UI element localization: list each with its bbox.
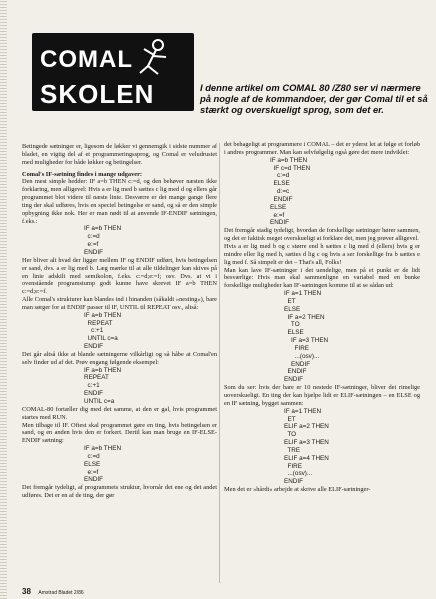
- paragraph: Det går altså ikke at blande sætningerne vilkårligt og så håbe at Comal'en selv finder ud af det. Prøv engang følgende eksempel:: [22, 350, 217, 366]
- page-footer: [22, 581, 84, 599]
- paragraph: Som du ser: hvis der bare er 10 nestede IF-sætninger, bliver det rimelige uoverskueligt. En ting der kan hjælpe lidt er ELIF-sætningen – en ELSE og en IF sætning, bygget sammen:: [224, 384, 420, 407]
- paragraph: det behageligt at programmere i COMAL – det er yderst let at følge et forløb i andres programmer. Man kan selvfølgelig også gøre det mere indviklet:: [224, 141, 420, 156]
- code-block: IF a=b THEN REPEAT c:+1 UNTIL c=a ENDIF: [84, 311, 122, 351]
- paragraph: Her bliver alt hvad der ligger mellem IF og ENDIF udført, hvis betingelsen er sand, dvs. a er lig med b. Læg mærke til at alle tildelinger kan skives på en linie adskilt med semikolon, f.eks. c:=d;e:=f; osv. Dvs. at vi i ovenstående programstump godt kunne have skrevet IF a=b THEN c:=d;e:=f.: [22, 256, 217, 296]
- paragraph: COMAL-80 fortæller dig med det samme, at den er gal, hvis programmet startes med RUN.: [22, 405, 217, 421]
- binding-hatch: [0, 0, 7, 599]
- paragraph: Betingede sætninger er, ligesom de løkker vi gennemgik i sidste nummer af bladet, en vigtig del af et programmeringssprog, og Comal er veludrustet med muligheder for både løkker og betingelser.: [22, 143, 217, 166]
- logo-line1: COMAL: [40, 46, 133, 73]
- paragraph: Men tilbage til IF. Oftest skal programmet gøre en ting, hvis betingelsen er sand, og en anden hvis den er forkert. Dertil kan man bruge en IF-ELSE-ENDIF sætning:: [22, 421, 217, 445]
- column-divider: [219, 143, 220, 583]
- paragraph: Man kan lave IF-sætninger i det uendelige, men på et punkt er de lidt besværlige: Hvis man skal sammenligne en variabel med en bunke forskellige muligheder kan IF-sætningen komme til at se sådan ud:: [224, 266, 420, 290]
- stick-figure-icon: [140, 40, 166, 74]
- magazine-name: Amstrad Bladet 2/86: [38, 590, 84, 596]
- paragraph: Alle Comal's strukturer kan blandes ind i hinanden (såkaldt »nesting«), bare man sørger for at ENDIF passer til IF, UNTIL til REPEAT osv., altså:: [22, 296, 217, 311]
- left-column: [22, 143, 217, 500]
- paragraph: Men det er »hårdt« arbejde at skrive alle ELIF-sætninger-: [224, 486, 371, 494]
- page-number: 38: [22, 587, 31, 596]
- paragraph: Det fremgår stadig tydeligt, hvordan de forskellige sætninger hører sammen, og det er faktisk meget overskueligt at forklare det, men jeg prøver alligevel.: [224, 227, 420, 243]
- logo-art: [32, 33, 194, 111]
- logo-line2: SKOLEN: [40, 79, 155, 109]
- right-column: [224, 141, 420, 494]
- paragraph: Hvis a er lig med b og c større end h sættes c lig med d (ellers) hvis g er mindre eller lig med h, sættes d lig c og hvis a ser forskellige fra b sættes e lig med f. Så simpelt er det – That's all, Folks!: [224, 242, 420, 266]
- code-block: IF a=b THEN c:=d ELSE e:=f ENDIF: [84, 445, 122, 484]
- code-block: IF a=b THEN c:=d e:=f ENDIF: [84, 225, 122, 256]
- code-block: IF a=b THEN REPEAT c:+1 ENDIF UNTIL c=a: [84, 366, 122, 405]
- code-block: IF a=1 THEN ET ELSE IF a=2 THEN TO ELSE IF a=3 THEN FIRE ...(osv)... ENDIF ENDIF ENDIF: [284, 290, 329, 384]
- paragraph: Det fremgår tydeligt, af programmets struktur, hvornår det ene og det andet udføres. Det er en af de ting, der gør: [22, 484, 217, 500]
- code-block: IF a=1 THEN ET ELIF a=2 THEN TO ELIF a=3 THEN TRE ELIF a=4 THEN FIRE ...(osv)... ENDIF: [284, 407, 329, 486]
- paragraph: Den mest simple hedder: IF a=b THEN c:=d, og den behøver næsten ikke forklaring, men alligevel: Hvis a er lig med b sættes c lig med d og ellers går programmet blot videre til næste linie. Desværre er det mange gange flere ting der skal udføres, hvis en speciel betingelse er sand, og så er den simple opbygning ikke nok. Her er man nødt til at anvende IF-ENDIF sætningen, f.eks.:: [22, 178, 217, 225]
- comal-skolen-logo: [32, 33, 194, 111]
- section-heading: Comal's IF-sætning findes i mange udgaver:: [22, 170, 143, 178]
- code-block: IF a=b THEN IF c=d THEN c:=d ELSE d:=c ENDIF ELSE e:=f ENDIF: [270, 156, 311, 227]
- intro-text: I denne artikel om COMAL 80 /Z80 ser vi nærmere på nogle af de kommandoer, der gør Comal til et så stærkt og overskueligt sprog, som det er.: [200, 82, 428, 116]
